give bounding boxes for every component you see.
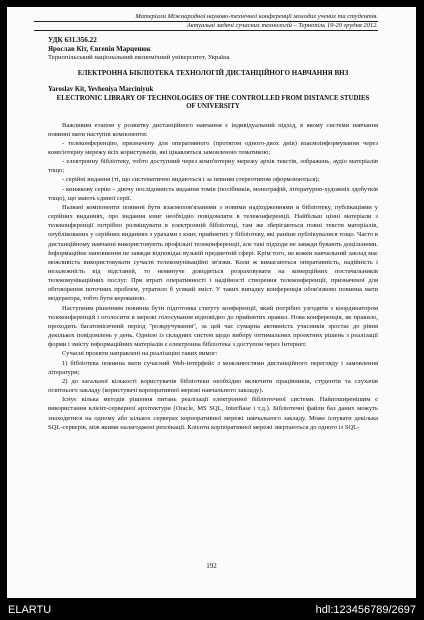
authors-english: Yaroslav Kit, Yevheniya Marciniyuk <box>48 86 154 93</box>
header-line-1: Матеріали Міжнародної науково-технічної конференції молодих учених та студентів. <box>34 13 378 22</box>
paragraph: Названі компоненти повинні бути взаємопов'язаними з новими надходженнями в бібліотеку, публікаціями у серійних виданнях, про видання книг необхідно повідомляти в телеконференції. Найбільш цінні матеріали з телеконференції потрібно розміщувати в електронній бібліотеці, там же зберігаються повні тексти матеріалів, опублікованих у серійних виданнях з урахами з книг, прийнятих у бібліотеку, які раніше публікувалися тощо. Часто в дистанційному навчанні використовують профільні телеконференції, але такі підходи не завжди бувають доцільними. Інформаційне наповнення не завжди відповідає вузькій предметній сфері. Крім того, не кожен навчальний заклад має можливість використовувати сучасні телекомунікаційні зв'язки. Коли ж вимагаються оперативність, надійність і незалежність від відстаней, то неминуче доводиться розраховувати на комерційних постачальників телекомунікаційних послуг. При втраті оперативності і надійності створення телеконференції, призначеної для обговорення поточних проблем, утратило б усякий зміст. У таких випадку конференція обов'язково повинна мати модератора, тобто бути керованою. <box>48 203 378 303</box>
paragraph: Існує кілька методів рішення питань реалізації електронної бібліотечної системи. Найпоширенішим є використання клієнт-серверної архітектури (Oracle, MS SQL, InterBase і т.д.). Бібліотечні файли баз даних можуть знаходитися на одному або кількох серверах корпоративної мережі навчального закладу. Може існувати декілька SQL-серверів, між якими налагоджені реплікації. Клієнти корпоративної мережі звертаються до одного із SQL- <box>48 396 378 431</box>
paragraph: - телеконференцію, призначену для оперативного (протягом одного-двох днів) взаємоінформування через комп'ютерну мережу всіх користувачів, які цікавляться замовленою тематикою; <box>48 139 378 156</box>
affiliation: Тернопільський національний економічний університет, Україна <box>48 53 230 61</box>
paragraph: - книжкову серію – діючу послідовність видання томів (посібників, монографій, літературно-художніх здобутків тощо), що мають єдиної серії. <box>48 185 378 202</box>
page-number: 192 <box>206 562 217 570</box>
paragraph: 1) бібліотека повинна мати сучасний Web-інтерфейс з можливостями дистанційного перегляду і замовлення літератури; <box>48 359 378 376</box>
paragraph: Важливим етапом у розвитку дистанційного навчання є індивідуальний підхід, в якому системи навчання повинні мати наступні компоненти: <box>48 121 378 138</box>
paragraph: - електронну бібліотеку, тобто доступний через комп'ютерну мережу архів текстів, зображень, аудіо матеріалів тощо; <box>48 158 378 175</box>
paragraph: Сучасні проекти направлені на реалізацію таких вимог: <box>62 350 218 358</box>
paragraph: 2) до загальної кількості користувачів бібліотеки необхідно включити працівників, студентів та слухачів освітнього закладу (користувачі корпоративної мережі навчального закладу). <box>48 377 378 395</box>
handle-identifier: hdl:123456789/2697 <box>315 604 416 616</box>
title-ukrainian: ЕЛЕКТРОННА БІБЛІОТЕКА ТЕХНОЛОГІЙ ДИСТАНЦІЙНОГО НАВЧАННЯ ВНЗ <box>77 69 349 77</box>
header-line-2: Актуальні задачі сучасних технологій – Тернопіль 19-20 грудня 2012. <box>34 22 378 31</box>
conference-header <box>34 13 378 31</box>
udk-code: УДК 631.356.22 <box>48 36 97 44</box>
paragraph: - серійні видання (ті, що систематично видаються і за певним стереотипом оформлюються); <box>62 176 320 184</box>
authors: Ярослав Кіт, Євгенія Марценюк <box>48 45 151 53</box>
document-page <box>7 7 416 598</box>
article-body <box>48 121 378 432</box>
title-english: ELECTRONIC LIBRARY OF TECHNOLOGIES OF THE CONTROLLED FROM DISTANCE STUDIES OF UNIVERSITY <box>56 94 370 110</box>
paragraph: Наступним рішенням повинна бути підготовка статуту конференції, який потрібно узгодити з координатором телеконференцій і оголосити в мережі голосування відповідно до прийнятих правил. Нова конференція, як правило, проходить багатомісячний період "розкручування", за цей час сумарна активність учасників зростає до рівня декількох повідомлень у день. Однією із складних систем щодо вибору оптимальних проектних рішень з реалізації форми і змісту інформаційних матеріалів є електронна бібліотека з доступом через Інтернет. <box>48 304 378 349</box>
repository-label: ELARTU <box>8 604 52 616</box>
